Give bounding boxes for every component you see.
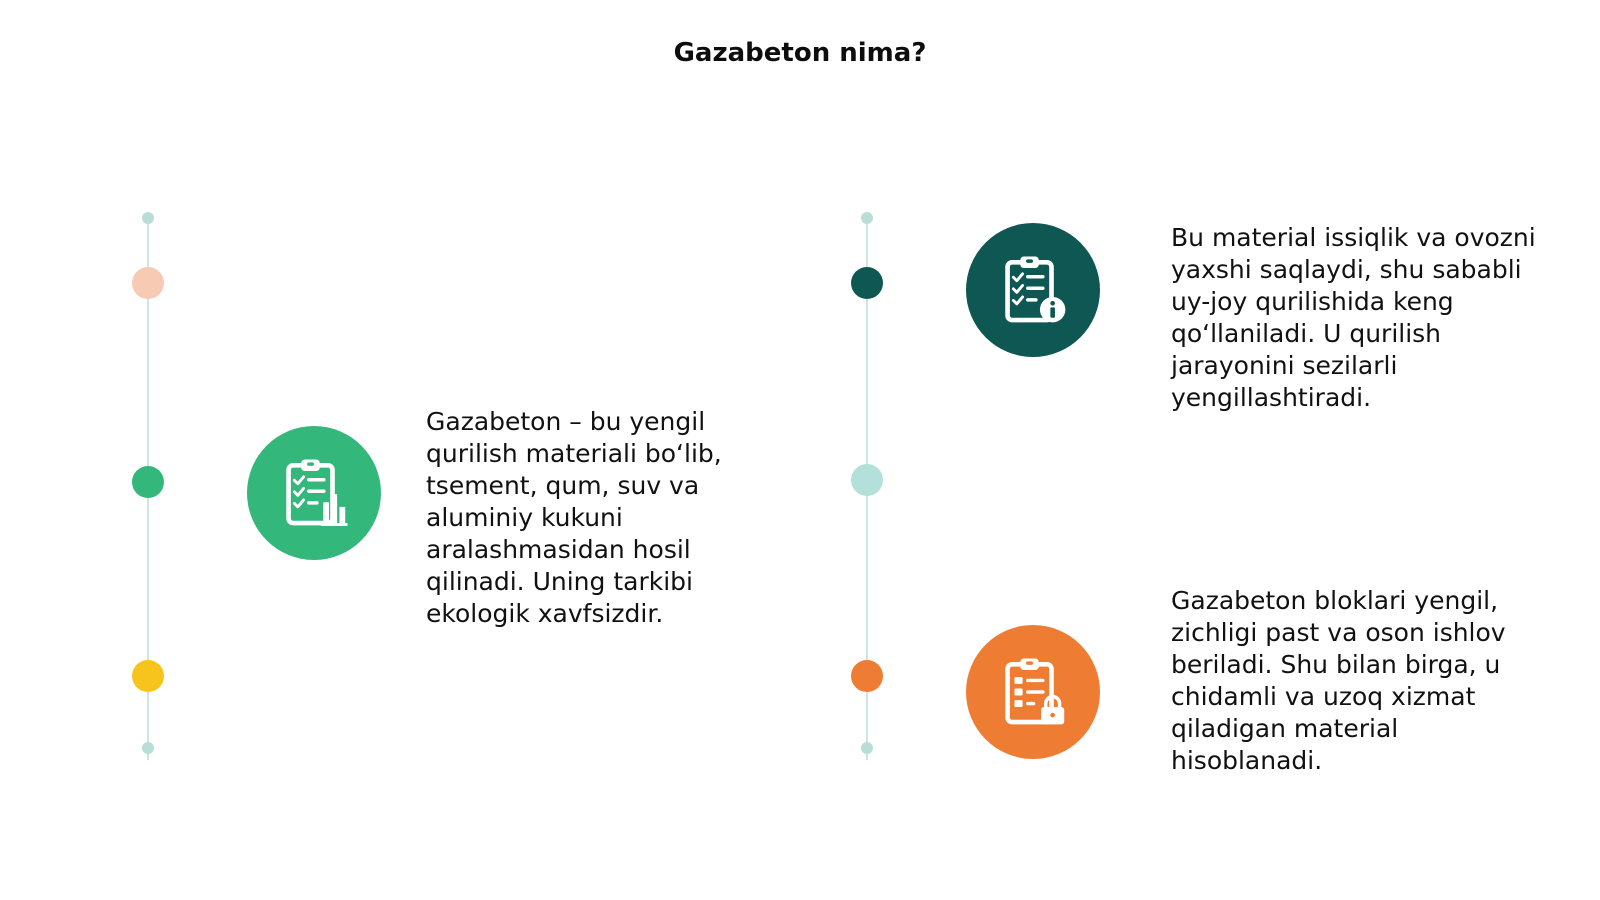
- timeline-end-dot: [861, 742, 873, 754]
- item-1-badge: [247, 426, 381, 560]
- clipboard-chart-icon: [277, 456, 351, 530]
- timeline-node-light-teal: [851, 464, 883, 496]
- item-1-text: Gazabeton – bu yengil qurilish materiali bo‘lib, tsement, qum, suv va aluminiy kukuni aralashmasidan hosil qilinadi. Uning tarkibi ekologik xavfsizdir.: [426, 407, 722, 628]
- timeline-end-dot: [142, 742, 154, 754]
- timeline-start-dot: [861, 212, 873, 224]
- item-3-badge: [966, 625, 1100, 759]
- right-timeline: [847, 210, 887, 770]
- timeline-node-dark-teal: [851, 267, 883, 299]
- item-2-badge: [966, 223, 1100, 357]
- clipboard-info-icon: [996, 253, 1070, 327]
- item-3-text: Gazabeton bloklari yengil, zichligi past va oson ishlov beriladi. Shu bilan birga, u chidamli va uzoq xizmat qiladigan material hisoblanadi.: [1171, 586, 1506, 775]
- timeline-node-peach: [132, 267, 164, 299]
- clipboard-lock-icon: [996, 655, 1070, 729]
- left-timeline: [128, 210, 168, 770]
- timeline-node-orange: [851, 660, 883, 692]
- timeline-node-green: [132, 466, 164, 498]
- item-2-text: Bu material issiqlik va ovozni yaxshi saqlaydi, shu sababli uy-joy qurilishida keng qo‘llaniladi. U qurilish jarayonini sezilarli yengillashtiradi.: [1171, 223, 1536, 412]
- page-title: Gazabeton nima?: [673, 38, 927, 68]
- timeline-start-dot: [142, 212, 154, 224]
- timeline-node-yellow: [132, 660, 164, 692]
